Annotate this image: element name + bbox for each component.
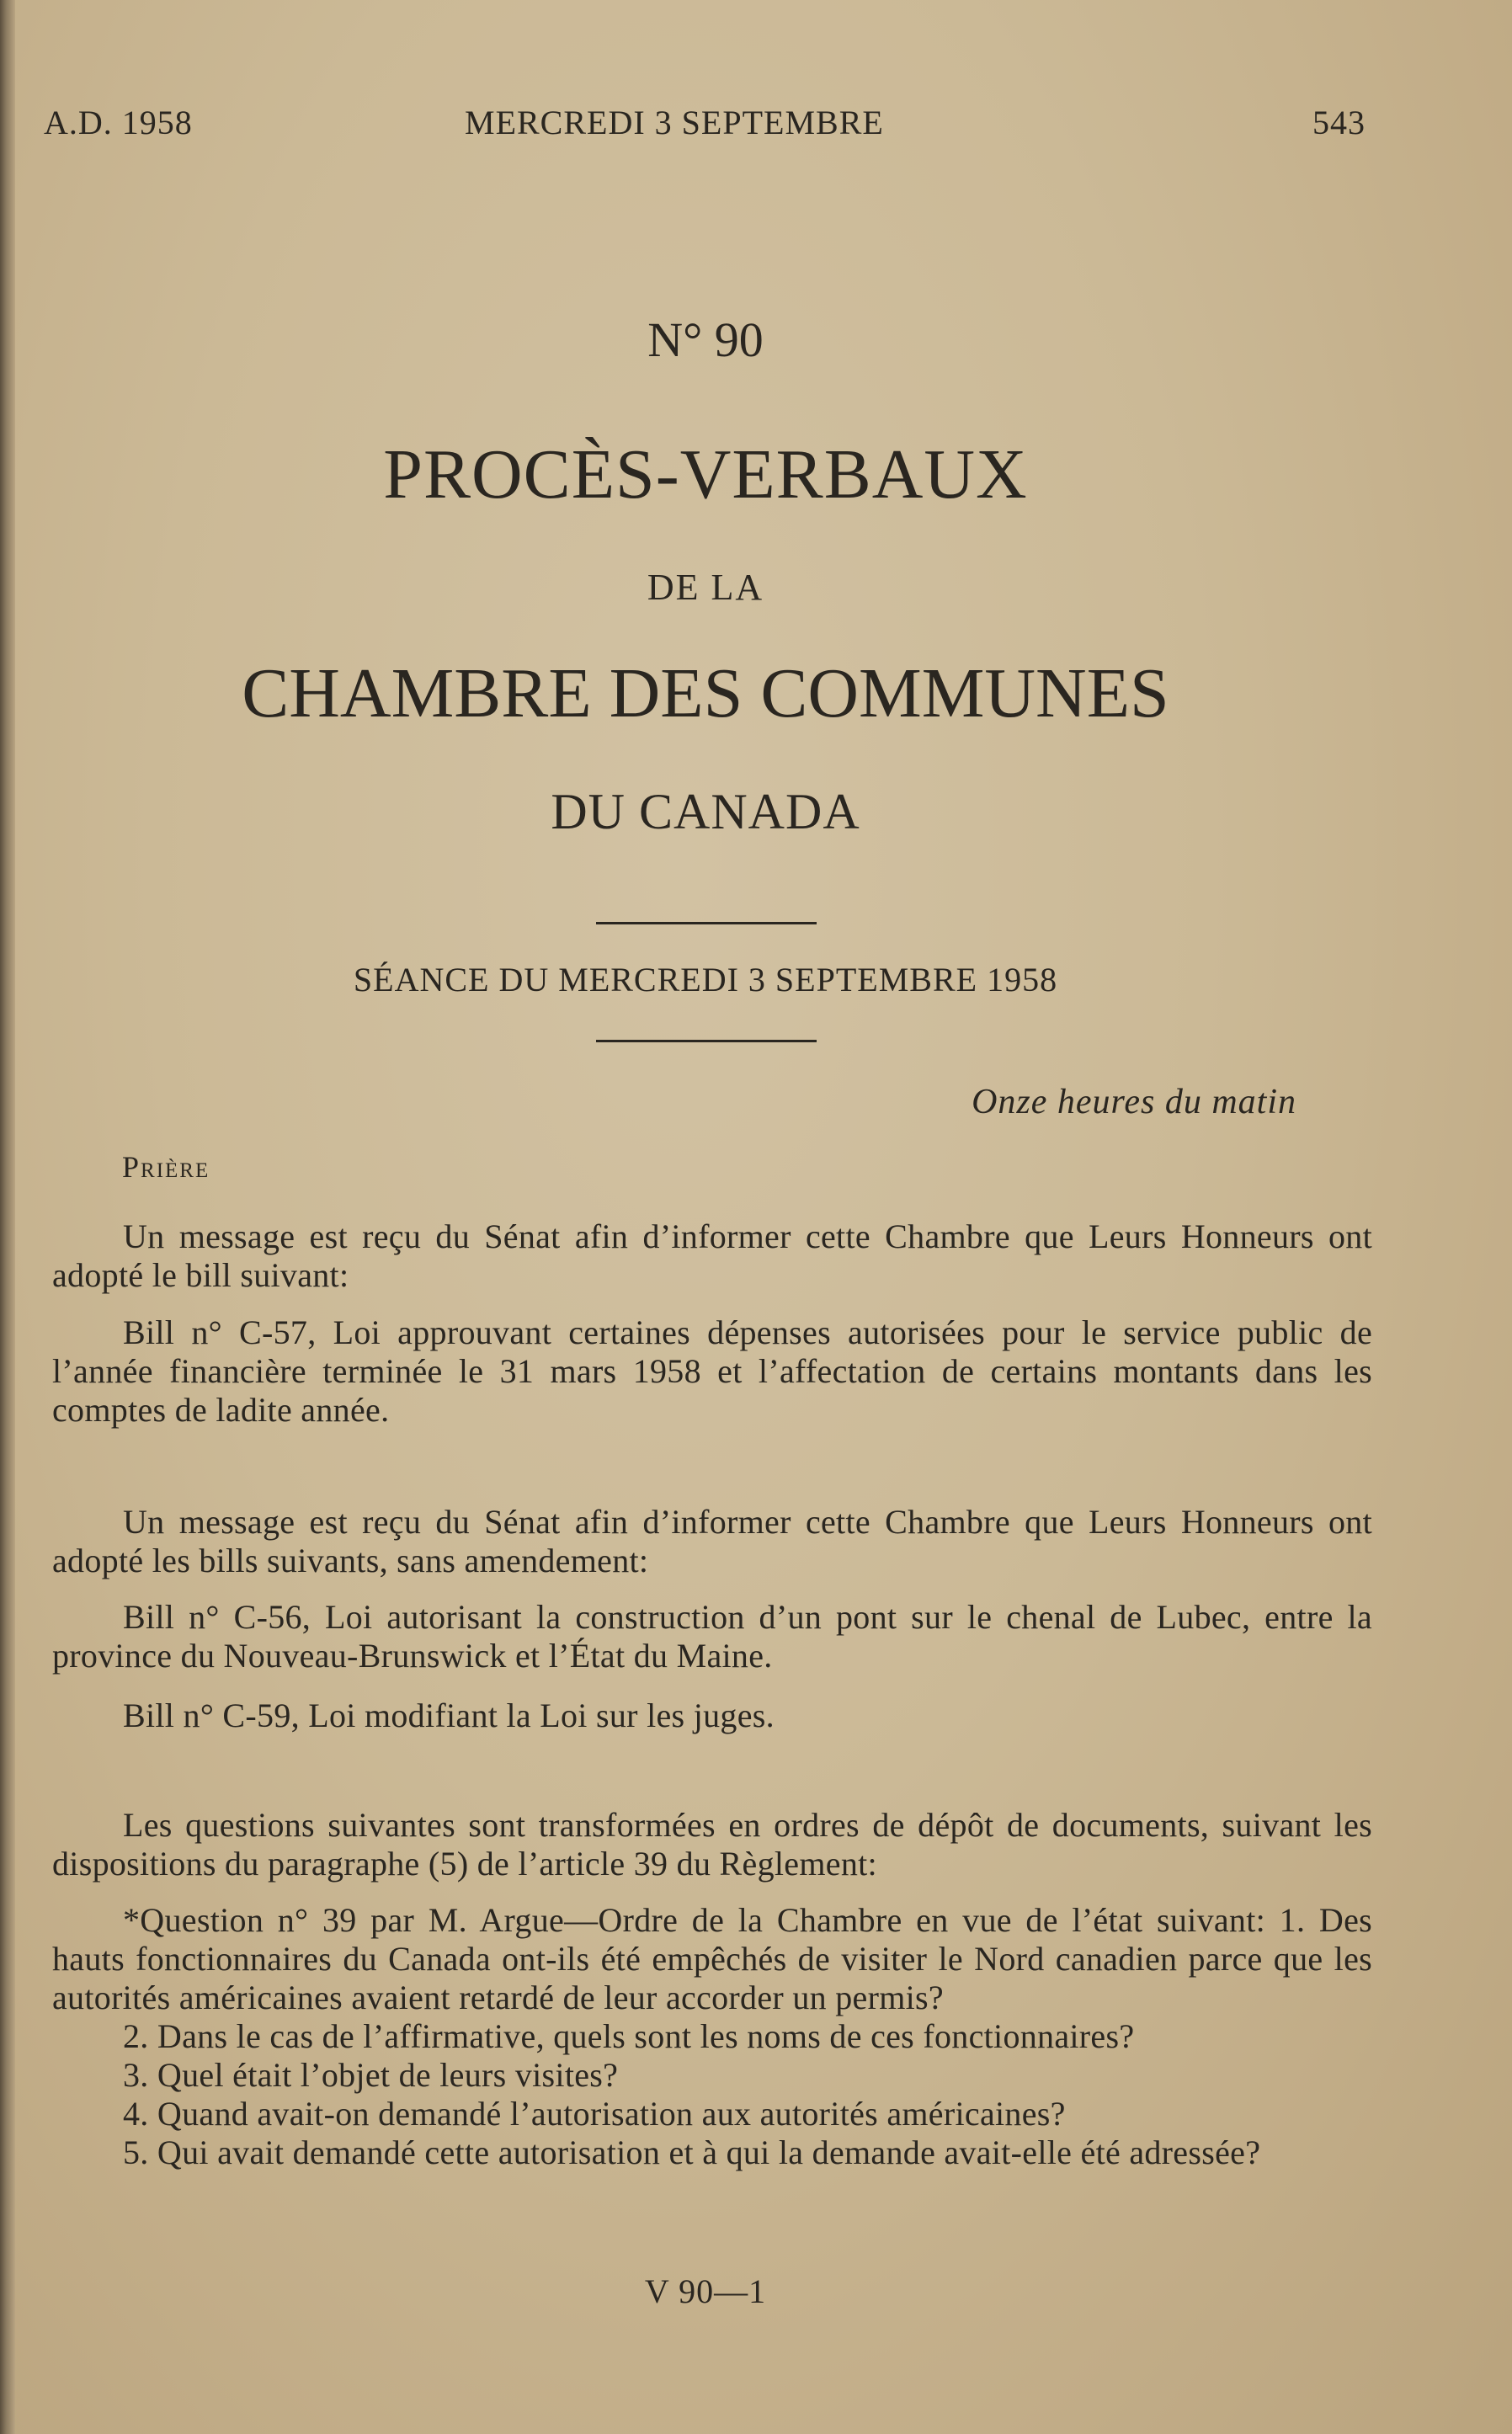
- paragraph: [52, 1806, 1372, 1883]
- paragraph-text: Les questions suivantes sont transformées en ordres de dépôt de documents, suivant les dispositions du paragraphe (5) de l’article 39 du Règlement:: [52, 1806, 1372, 1883]
- paragraph-text: Un message est reçu du Sénat afin d’informer cette Chambre que Leurs Honneurs ont adopté les bills suivants, sans amendement:: [52, 1503, 1372, 1579]
- divider-rule: [596, 1040, 817, 1042]
- page-number: 543: [1312, 104, 1366, 141]
- paragraph-text: Un message est reçu du Sénat afin d’informer cette Chambre que Leurs Honneurs ont adopté le bill suivant:: [52, 1217, 1372, 1294]
- title-proces-verbaux: PROCÈS-VERBAUX: [383, 435, 1028, 514]
- paragraph: [52, 1598, 1372, 1675]
- question-item: 2. Dans le cas de l’affirmative, quels sont les noms de ces fonctionnaires?: [123, 2017, 1135, 2055]
- divider-rule: [596, 922, 817, 924]
- title-du-canada: DU CANADA: [551, 784, 860, 839]
- running-head-date: MERCREDI 3 SEPTEMBRE: [465, 104, 884, 141]
- seance-heading: SÉANCE DU MERCREDI 3 SEPTEMBRE 1958: [353, 961, 1058, 999]
- paragraph-text: Bill n° C-56, Loi autorisant la construction d’un pont sur le chenal de Lubec, entre la province du Nouveau-Brunswick et l’État du Maine.: [52, 1598, 1372, 1675]
- question-item: 4. Quand avait-on demandé l’autorisation aux autorités américaines?: [123, 2095, 1066, 2133]
- paragraph-text: Bill n° C-59, Loi modifiant la Loi sur les juges.: [123, 1696, 775, 1734]
- paragraph: [52, 1217, 1372, 1295]
- paragraph: [52, 1503, 1372, 1580]
- session-time: Onze heures du matin: [972, 1083, 1296, 1121]
- paragraph-text: Bill n° C-57, Loi approuvant certaines dépenses autorisées pour le service public de l’année financière terminée le 31 mars 1958 et l’affectation de certains montants dans les comptes de ladite année.: [52, 1313, 1372, 1429]
- section-heading-priere: Prière: [122, 1150, 210, 1184]
- question-item: 3. Quel était l’objet de leurs visites?: [123, 2056, 619, 2094]
- running-head: [44, 103, 1366, 145]
- title-chambre: CHAMBRE DES COMMUNES: [242, 654, 1169, 732]
- issue-number: N° 90: [647, 312, 764, 367]
- question-item: *Question n° 39 par M. Argue—Ordre de la Chambre en vue de l’état suivant: 1. Des hauts fonctionnaires du Canada ont-ils été empêchés de visiter le Nord canadien parce que les autorités américaines avaient retardé de leur accorder un permis?: [52, 1901, 1372, 2016]
- paragraph: [52, 1313, 1372, 1430]
- title-de-la: DE LA: [647, 567, 764, 608]
- paragraph: [52, 1696, 1372, 1735]
- printer-signature-mark: V 90—1: [644, 2272, 767, 2310]
- running-head-year: A.D. 1958: [44, 104, 193, 141]
- question-block: [52, 1901, 1372, 2172]
- question-item: 5. Qui avait demandé cette autorisation et à qui la demande avait-elle été adressée?: [123, 2133, 1261, 2171]
